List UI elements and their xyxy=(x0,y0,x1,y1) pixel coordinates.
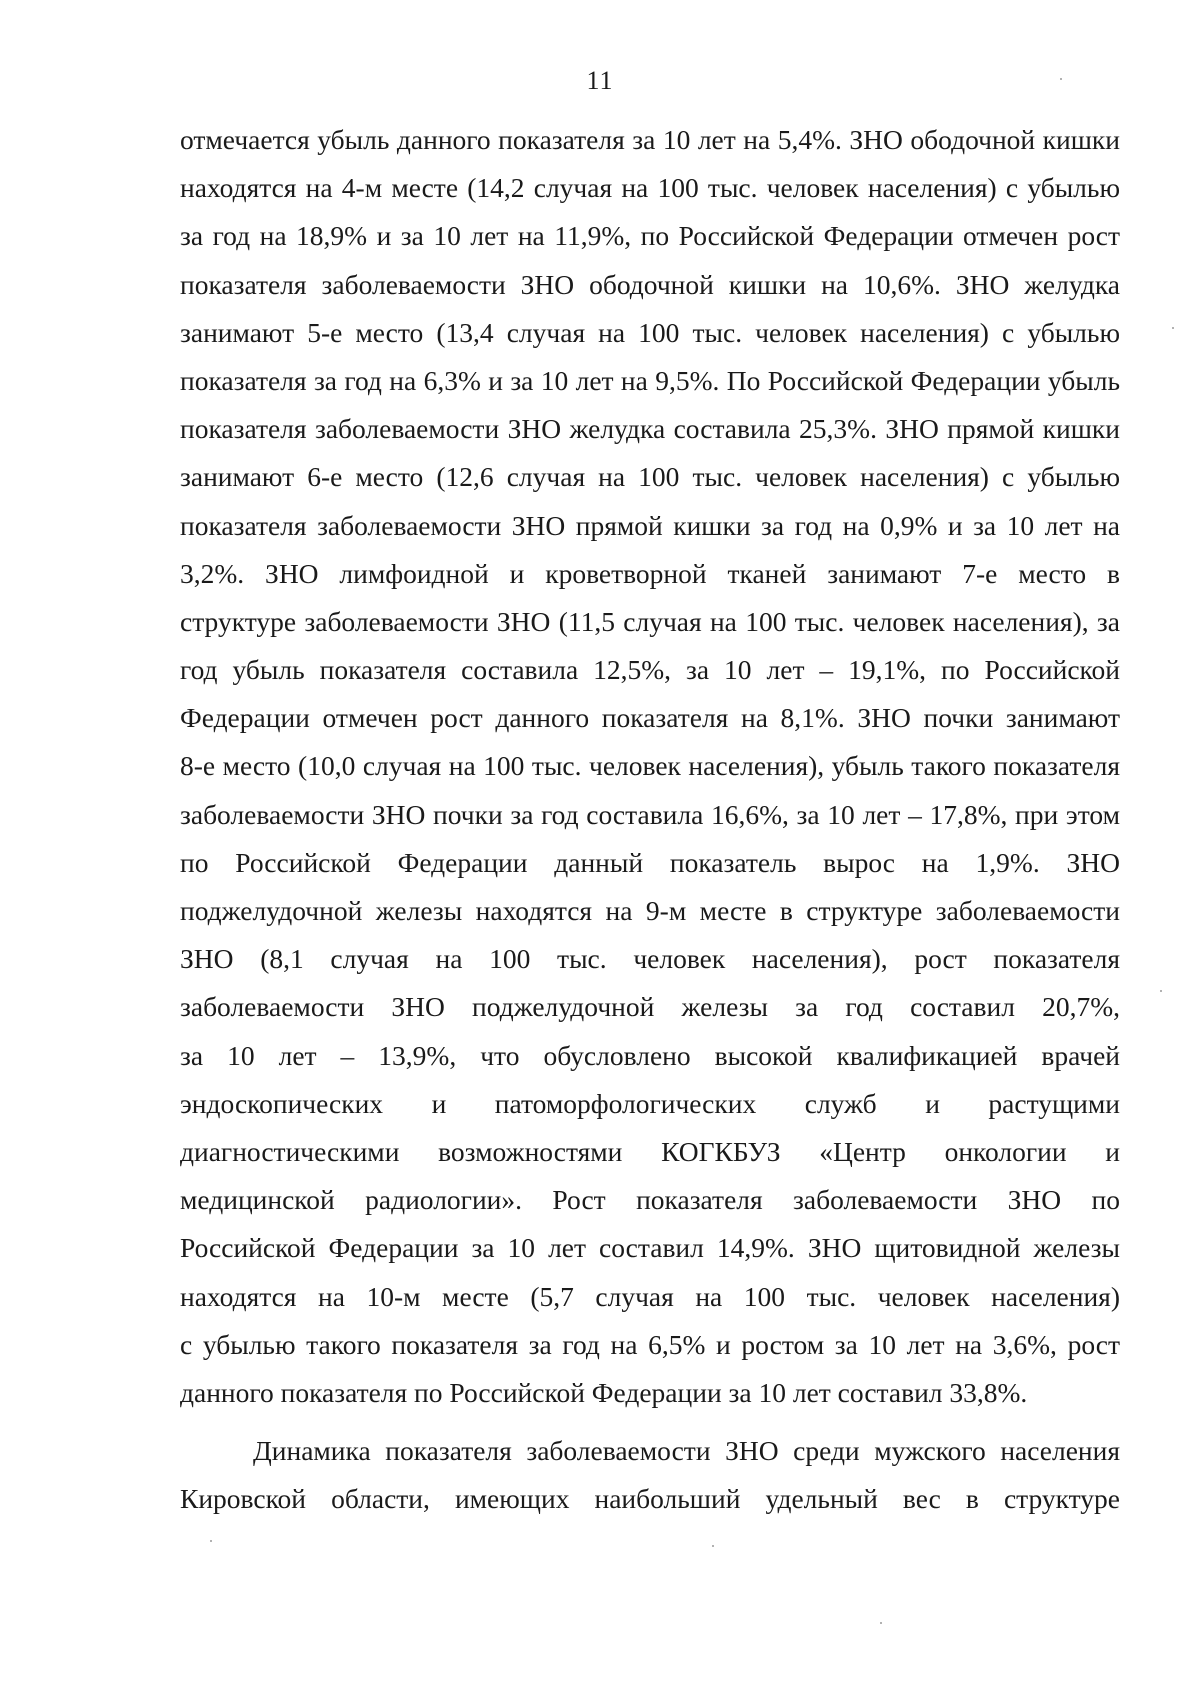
text-line: год убыль показателя составила 12,5%, за 10 лет – 19,1%, по Российской xyxy=(180,654,1120,686)
text-line: заболеваемости ЗНО почки за год составила 16,6%, за 10 лет – 17,8%, при этом xyxy=(180,798,1120,830)
text-line: за год на 18,9% и за 10 лет на 11,9%, по Российской Федерации отмечен рост xyxy=(180,220,1120,252)
paragraph-incidence-structure xyxy=(180,116,1120,1417)
text-line: Федерации отмечен рост данного показателя на 8,1%. ЗНО почки занимают xyxy=(180,702,1120,734)
text-line: показателя заболеваемости ЗНО прямой кишки за год на 0,9% и за 10 лет на xyxy=(180,509,1120,541)
text-line: за 10 лет – 13,9%, что обусловлено высокой квалификацией врачей xyxy=(180,1039,1120,1071)
text-line: занимают 5-е место (13,4 случая на 100 тыс. человек населения) с убылью xyxy=(180,316,1120,348)
text-line: показателя заболеваемости ЗНО желудка составила 25,3%. ЗНО прямой кишки xyxy=(180,413,1120,445)
text-line: показателя за год на 6,3% и за 10 лет на 9,5%. По Российской Федерации убыль xyxy=(180,364,1120,396)
text-line: Кировской области, имеющих наибольший удельный вес в структуре xyxy=(180,1483,1120,1515)
scan-speck xyxy=(880,1622,882,1624)
paragraph-male-dynamics xyxy=(180,1427,1120,1523)
scan-speck xyxy=(1060,78,1062,80)
scan-speck xyxy=(210,1540,212,1542)
text-line: находятся на 4-м месте (14,2 случая на 100 тыс. человек населения) с убылью xyxy=(180,172,1120,204)
text-line: показателя заболеваемости ЗНО ободочной кишки на 10,6%. ЗНО желудка xyxy=(180,268,1120,300)
page-number: 11 xyxy=(586,66,614,95)
text-line: диагностическими возможностями КОГКБУЗ «Центр онкологии и xyxy=(180,1135,1120,1167)
text-line: Российской Федерации за 10 лет составил 14,9%. ЗНО щитовидной железы xyxy=(180,1232,1120,1264)
text-line: заболеваемости ЗНО поджелудочной железы за год составил 20,7%, xyxy=(180,991,1120,1023)
text-line: данного показателя по Российской Федерации за 10 лет составил 33,8%. xyxy=(180,1376,1028,1408)
text-line: по Российской Федерации данный показатель вырос на 1,9%. ЗНО xyxy=(180,846,1120,878)
text-line: эндоскопических и патоморфологических служб и растущими xyxy=(180,1087,1120,1119)
text-line: ЗНО (8,1 случая на 100 тыс. человек населения), рост показателя xyxy=(180,943,1120,975)
scan-speck xyxy=(1160,990,1162,992)
text-line: 8-е место (10,0 случая на 100 тыс. человек населения), убыль такого показателя xyxy=(180,750,1120,782)
scan-speck xyxy=(712,1545,714,1547)
text-line: Динамика показателя заболеваемости ЗНО среди мужского населения xyxy=(253,1435,1120,1466)
text-line: медицинской радиологии». Рост показателя заболеваемости ЗНО по xyxy=(180,1184,1120,1216)
text-line: структуре заболеваемости ЗНО (11,5 случая на 100 тыс. человек населения), за xyxy=(180,605,1120,637)
text-line: с убылью такого показателя за год на 6,5% и ростом за 10 лет на 3,6%, рост xyxy=(180,1328,1120,1360)
text-line: находятся на 10-м месте (5,7 случая на 100 тыс. человек населения) xyxy=(180,1280,1120,1312)
text-line: 3,2%. ЗНО лимфоидной и кроветворной тканей занимают 7-е место в xyxy=(180,557,1120,589)
text-line: занимают 6-е место (12,6 случая на 100 тыс. человек населения) с убылью xyxy=(180,461,1120,493)
text-line: поджелудочной железы находятся на 9-м месте в структуре заболеваемости xyxy=(180,895,1120,926)
text-line: отмечается убыль данного показателя за 10 лет на 5,4%. ЗНО ободочной кишки xyxy=(180,124,1120,155)
scan-speck xyxy=(1172,327,1174,329)
